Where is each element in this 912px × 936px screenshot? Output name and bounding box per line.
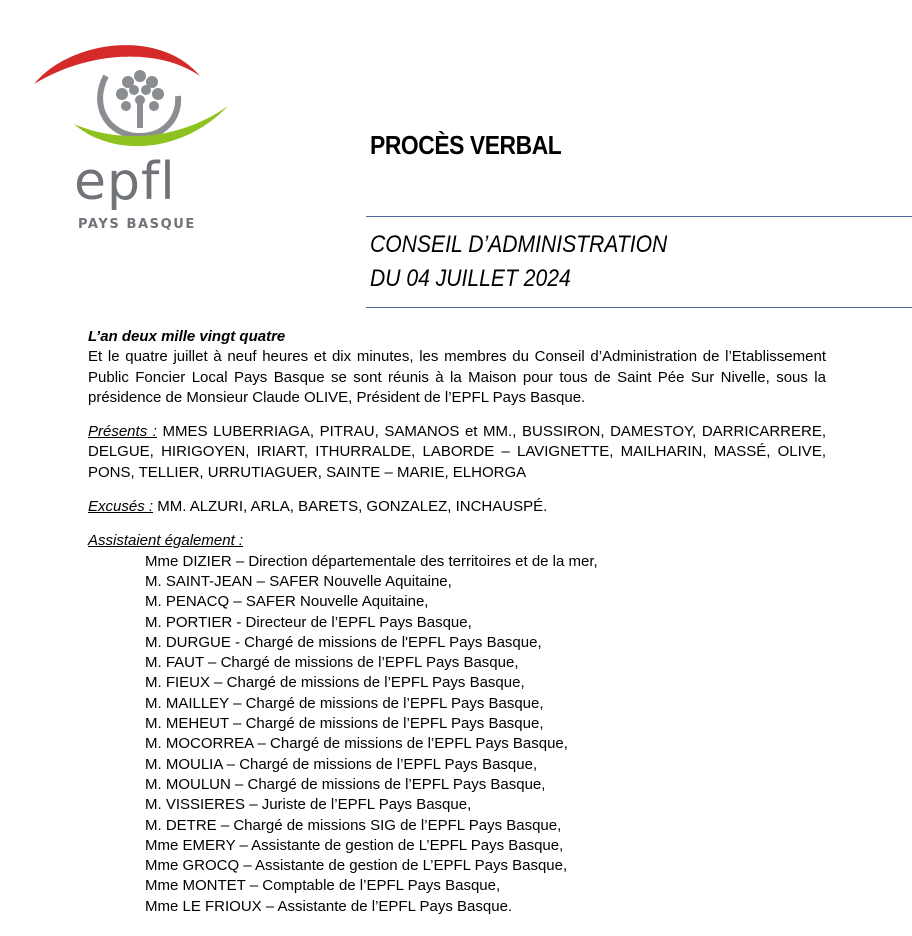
list-item: Mme DIZIER – Direction départementale des territoires et de la mer,: [145, 552, 598, 570]
list-item: M. MOCORREA – Chargé de missions de l’EPFL Pays Basque,: [145, 735, 568, 753]
list-item: M. FAUT – Chargé de missions de l’EPFL Pays Basque,: [145, 654, 519, 672]
list-item: M. MOULUN – Chargé de missions de l’EPFL Pays Basque,: [145, 775, 546, 793]
logo-wordmark: epfl: [74, 152, 176, 212]
epfl-logo: [30, 36, 240, 246]
list-item: M. FIEUX – Chargé de missions de l’EPFL Pays Basque,: [145, 674, 525, 692]
intro-heading: L’an deux mille vingt quatre: [88, 328, 286, 345]
subtitle-line-1: CONSEIL D’ADMINISTRATION: [370, 231, 668, 258]
excuses-label: Excusés :: [88, 498, 154, 516]
document-title: PROCÈS VERBAL: [370, 130, 562, 160]
list-item: M. MEHEUT – Chargé de missions de l’EPFL Pays Basque,: [145, 715, 544, 733]
presents-label: Présents :: [88, 423, 157, 441]
intro-paragraph: Et le quatre juillet à neuf heures et dix minutes, les membres du Conseil d’Administration de l’Etablissement Public Foncier Local Pays Basque se sont réunis à la Maison pour tous de Saint Pée Sur Nivelle, sous la présidence de Monsieur Claude OLIVE, Président de l’EPFL Pays Basque.: [88, 348, 826, 406]
header-rule-top: [366, 216, 912, 217]
assistants-list: [88, 552, 826, 917]
list-item: Mme EMERY – Assistante de gestion de L’EPFL Pays Basque,: [145, 836, 564, 854]
header-rule-bottom: [366, 307, 912, 308]
document-body: [88, 327, 826, 917]
list-item: M. DURGUE - Chargé de missions de l'EPFL Pays Basque,: [145, 633, 542, 651]
list-item: M. PENACQ – SAFER Nouvelle Aquitaine,: [145, 593, 429, 611]
list-item: Mme LE FRIOUX – Assistante de l’EPFL Pays Basque.: [145, 897, 513, 915]
list-item: M. PORTIER - Directeur de l’EPFL Pays Basque,: [145, 613, 472, 631]
list-item: M. DETRE – Chargé de missions SIG de l’EPFL Pays Basque,: [145, 816, 562, 834]
excuses-paragraph: [88, 497, 826, 517]
list-item: M. SAINT-JEAN – SAFER Nouvelle Aquitaine,: [145, 572, 452, 590]
list-item: M. MOULIA – Chargé de missions de l’EPFL Pays Basque,: [145, 755, 538, 773]
subtitle-line-2: DU 04 JUILLET 2024: [370, 265, 571, 292]
list-item: M. MAILLEY – Chargé de missions de l’EPFL Pays Basque,: [145, 694, 544, 712]
excuses-text: MM. ALZURI, ARLA, BARETS, GONZALEZ, INCHAUSPÉ.: [157, 498, 548, 516]
list-item: M. VISSIERES – Juriste de l’EPFL Pays Basque,: [145, 796, 472, 814]
presents-text: MMES LUBERRIAGA, PITRAU, SAMANOS et MM., BUSSIRON, DAMESTOY, DARRICARRERE, DELGUE, HIRIGOYEN, IRIART, ITHURRALDE, LABORDE – LAVIGNETTE, MAILHARIN, MASSÉ, OLIVE, PONS, TELLIER, URRUTIAGUER, SAINTE – MARIE, ELHORGA: [88, 423, 826, 481]
presents-paragraph: [88, 422, 826, 483]
logo-subtitle: PAYS BASQUE: [78, 217, 196, 232]
assistants-label: Assistaient également :: [88, 532, 244, 550]
list-item: Mme GROCQ – Assistante de gestion de L’EPFL Pays Basque,: [145, 857, 568, 875]
list-item: Mme MONTET – Comptable de l’EPFL Pays Basque,: [145, 877, 501, 895]
document-subtitle: [370, 228, 667, 296]
